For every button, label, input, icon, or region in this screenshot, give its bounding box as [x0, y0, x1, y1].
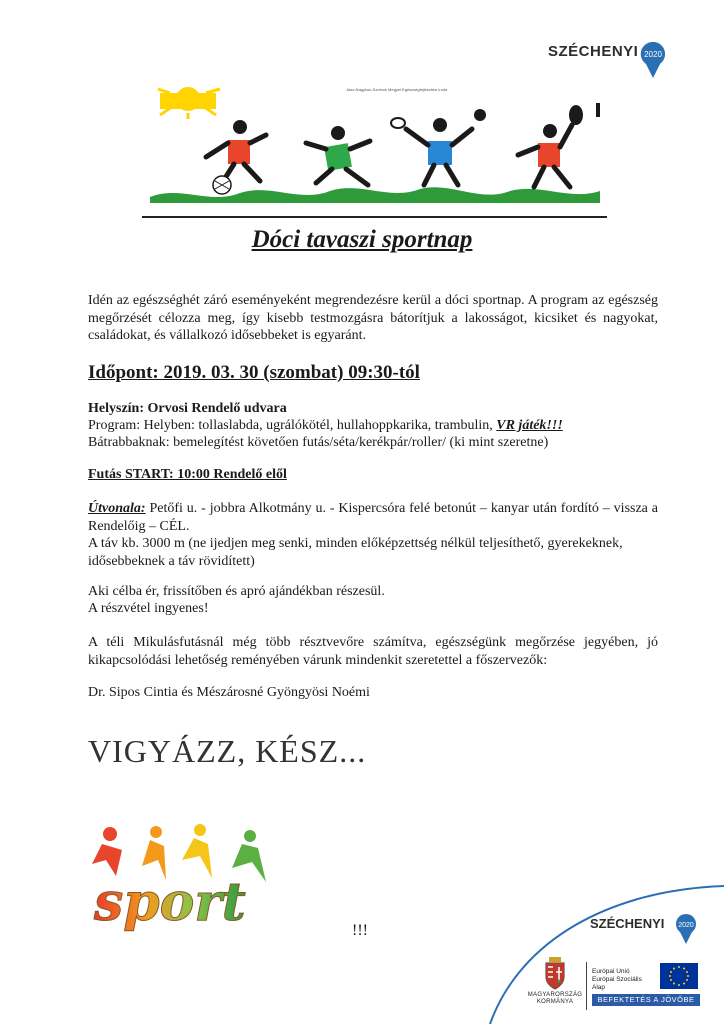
- sport-word: sport: [94, 872, 246, 933]
- kormany-line2: KORMÁNYA: [536, 999, 574, 1005]
- kormany-line1: MAGYARORSZÁG: [527, 992, 583, 998]
- sun-icon: [158, 85, 220, 119]
- sport-figures-illustration: [140, 85, 610, 225]
- eu-flag-icon: [660, 963, 698, 989]
- free-line: A részvétel ingyenes!: [88, 601, 209, 616]
- route-label: Útvonala:: [88, 501, 146, 516]
- szechenyi-2020-logo-bottom: [590, 908, 710, 948]
- logo-word-top: SZÉCHENYI: [548, 43, 639, 60]
- exclamation-marks: !!!: [352, 922, 368, 939]
- footer-divider: [586, 962, 587, 1010]
- event-date: Időpont: 2019. 03. 30 (szombat) 09:30-tól: [88, 362, 420, 383]
- figure-red-1: [206, 120, 266, 194]
- horizontal-rule: [142, 216, 607, 218]
- szechenyi-2020-logo-top: [548, 34, 678, 84]
- hungarian-coat-of-arms-icon: [530, 955, 580, 1015]
- run-start: Futás START: 10:00 Rendelő elől: [88, 467, 287, 482]
- vr-game-highlight: VR játék!!!: [496, 418, 563, 433]
- figure-red-2: [518, 103, 600, 187]
- eu-fund-text: [592, 968, 642, 992]
- program-line: [88, 417, 658, 435]
- braver-line: Bátrabbaknak: bemelegítést követően futás/séta/kerékpár/roller/ (ki mint szeretne): [88, 435, 549, 450]
- figure-blue: [391, 109, 486, 185]
- route-paragraph: [88, 500, 658, 535]
- prize-line: Aki célba ér, frissítőben és apró ajándékban részesül.: [88, 584, 385, 599]
- tiny-header-caption: Jász-Nagykun-Szolnok Megyei Egészségfejlesztési Iroda: [346, 87, 448, 92]
- intro-paragraph: Idén az egészséghét záró eseményeként megrendezésre kerül a dóci sportnap. A program az egészség megőrzését célozza meg, így kisebb testmozgásra bátorítjuk a lakosságot, kicsiket és nagyokat, családokat, és vállalkozó idősebbeket is egyaránt.: [88, 293, 658, 343]
- eu-line1: Európai Unió: [592, 968, 630, 975]
- logo-word-bottom: SZÉCHENYI: [590, 916, 665, 931]
- figure-green: [306, 126, 370, 185]
- eu-line2: Európai Szociális: [592, 976, 642, 983]
- slogan: VIGYÁZZ, KÉSZ...: [88, 733, 367, 769]
- eu-line3: Alap: [592, 984, 606, 991]
- route-text: Petőfi u. - jobbra Alkotmány u. - Kispercsóra felé betonút – kanyar után fordító – vissza a Rendelőig – CÉL.: [88, 501, 658, 534]
- investing-in-future-band: BEFEKTETÉS A JÖVŐBE: [592, 994, 700, 1006]
- logo-year-top: 2020: [644, 50, 662, 59]
- hungarian-government-label: [522, 992, 588, 1006]
- program-text: Program: Helyben: tollaslabda, ugrálókötél, hullahoppkarika, trambulin,: [88, 418, 493, 433]
- organizers: Dr. Sipos Cintia és Mészárosné Gyöngyösi Noémi: [88, 685, 370, 700]
- logo-year-bottom: 2020: [678, 922, 694, 929]
- page-title: Dóci tavaszi sportnap: [251, 226, 473, 253]
- distance-paragraph: A táv kb. 3000 m (ne ijedjen meg senki, minden előképzettség nélkül teljesíthető, gyerekeknek, idősebbeknek a táv rövidített): [88, 536, 623, 569]
- location-label: Helyszín: Orvosi Rendelő udvara: [88, 401, 287, 416]
- sport-word-art: [82, 820, 292, 940]
- closing-paragraph: A téli Mikulásfutásnál még több résztvevőre számítva, egészségünk megőrzése jegyében, jó kikapcsolódási lehetőség reményében várunk mindenkit szeretettel a főszervezők:: [88, 635, 658, 668]
